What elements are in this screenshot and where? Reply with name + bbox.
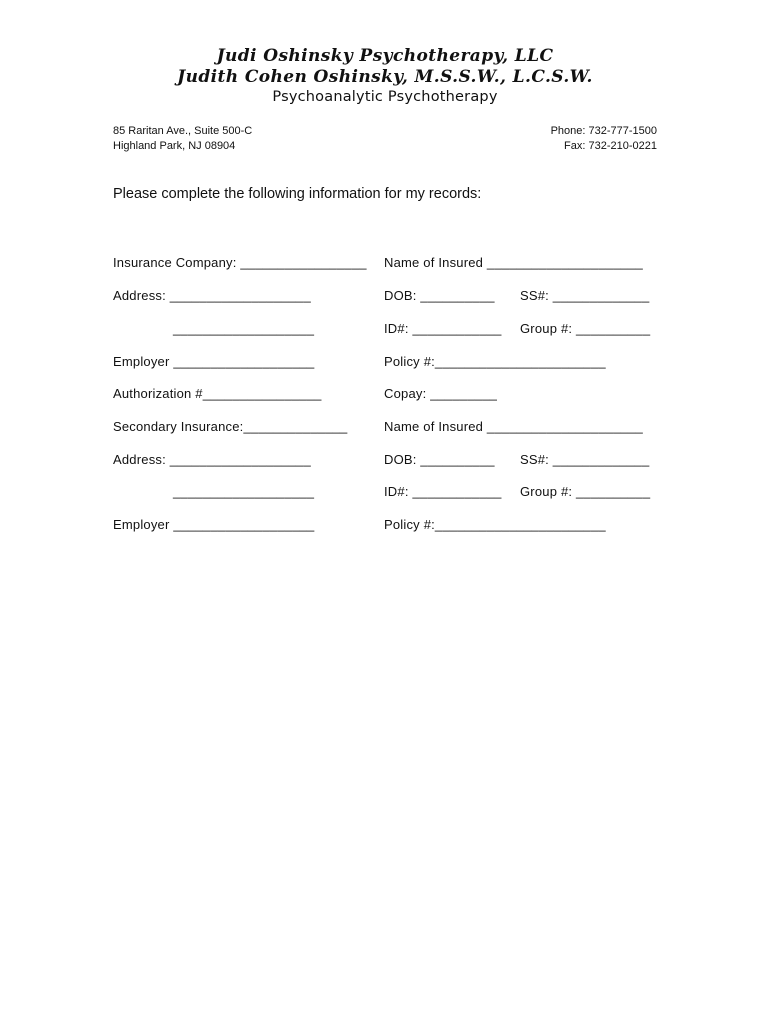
authorization-field[interactable]: Authorization #________________	[113, 386, 322, 401]
fax-number: Fax: 732-210-0221	[564, 140, 657, 152]
clinician-name: Judith Cohen Oshinsky, M.S.S.W., L.C.S.W.	[177, 67, 593, 87]
office-address	[113, 124, 252, 154]
secondary-employer-field[interactable]: Employer ___________________	[113, 517, 315, 532]
insurance-company-field[interactable]: Insurance Company: _________________	[113, 255, 367, 270]
secondary-group-field[interactable]: Group #: __________	[520, 484, 651, 499]
phone-number: Phone: 732-777-1500	[550, 125, 657, 137]
secondary-policy-field[interactable]: Policy #:_______________________	[384, 517, 606, 532]
id-field[interactable]: ID#: ____________	[384, 321, 502, 336]
address-line-2: Highland Park, NJ 08904	[113, 140, 236, 152]
secondary-ss-field[interactable]: SS#: _____________	[520, 452, 650, 467]
dob-field[interactable]: DOB: __________	[384, 288, 495, 303]
secondary-dob-field[interactable]: DOB: __________	[384, 452, 495, 467]
copay-field[interactable]: Copay: _________	[384, 386, 498, 401]
secondary-address-line2-field[interactable]: ___________________	[173, 484, 315, 499]
secondary-id-field[interactable]: ID#: ____________	[384, 484, 502, 499]
address-line2-field[interactable]: ___________________	[173, 321, 315, 336]
specialty-subtitle: Psychoanalytic Psychotherapy	[272, 89, 498, 105]
employer-field[interactable]: Employer ___________________	[113, 354, 315, 369]
secondary-insurance-field[interactable]: Secondary Insurance:______________	[113, 419, 348, 434]
secondary-address-field[interactable]: Address: ___________________	[113, 452, 311, 467]
address-field[interactable]: Address: ___________________	[113, 288, 311, 303]
group-field[interactable]: Group #: __________	[520, 321, 651, 336]
ss-field[interactable]: SS#: _____________	[520, 288, 650, 303]
address-line-1: 85 Raritan Ave., Suite 500-C	[113, 125, 253, 137]
secondary-name-of-insured-field[interactable]: Name of Insured _____________________	[384, 419, 643, 434]
name-of-insured-field[interactable]: Name of Insured _____________________	[384, 255, 643, 270]
office-phone-fax	[551, 124, 657, 154]
form-instructions: Please complete the following information for my records:	[113, 186, 482, 202]
policy-field[interactable]: Policy #:_______________________	[384, 354, 606, 369]
practice-name: Judi Oshinsky Psychotherapy, LLC	[216, 46, 554, 66]
